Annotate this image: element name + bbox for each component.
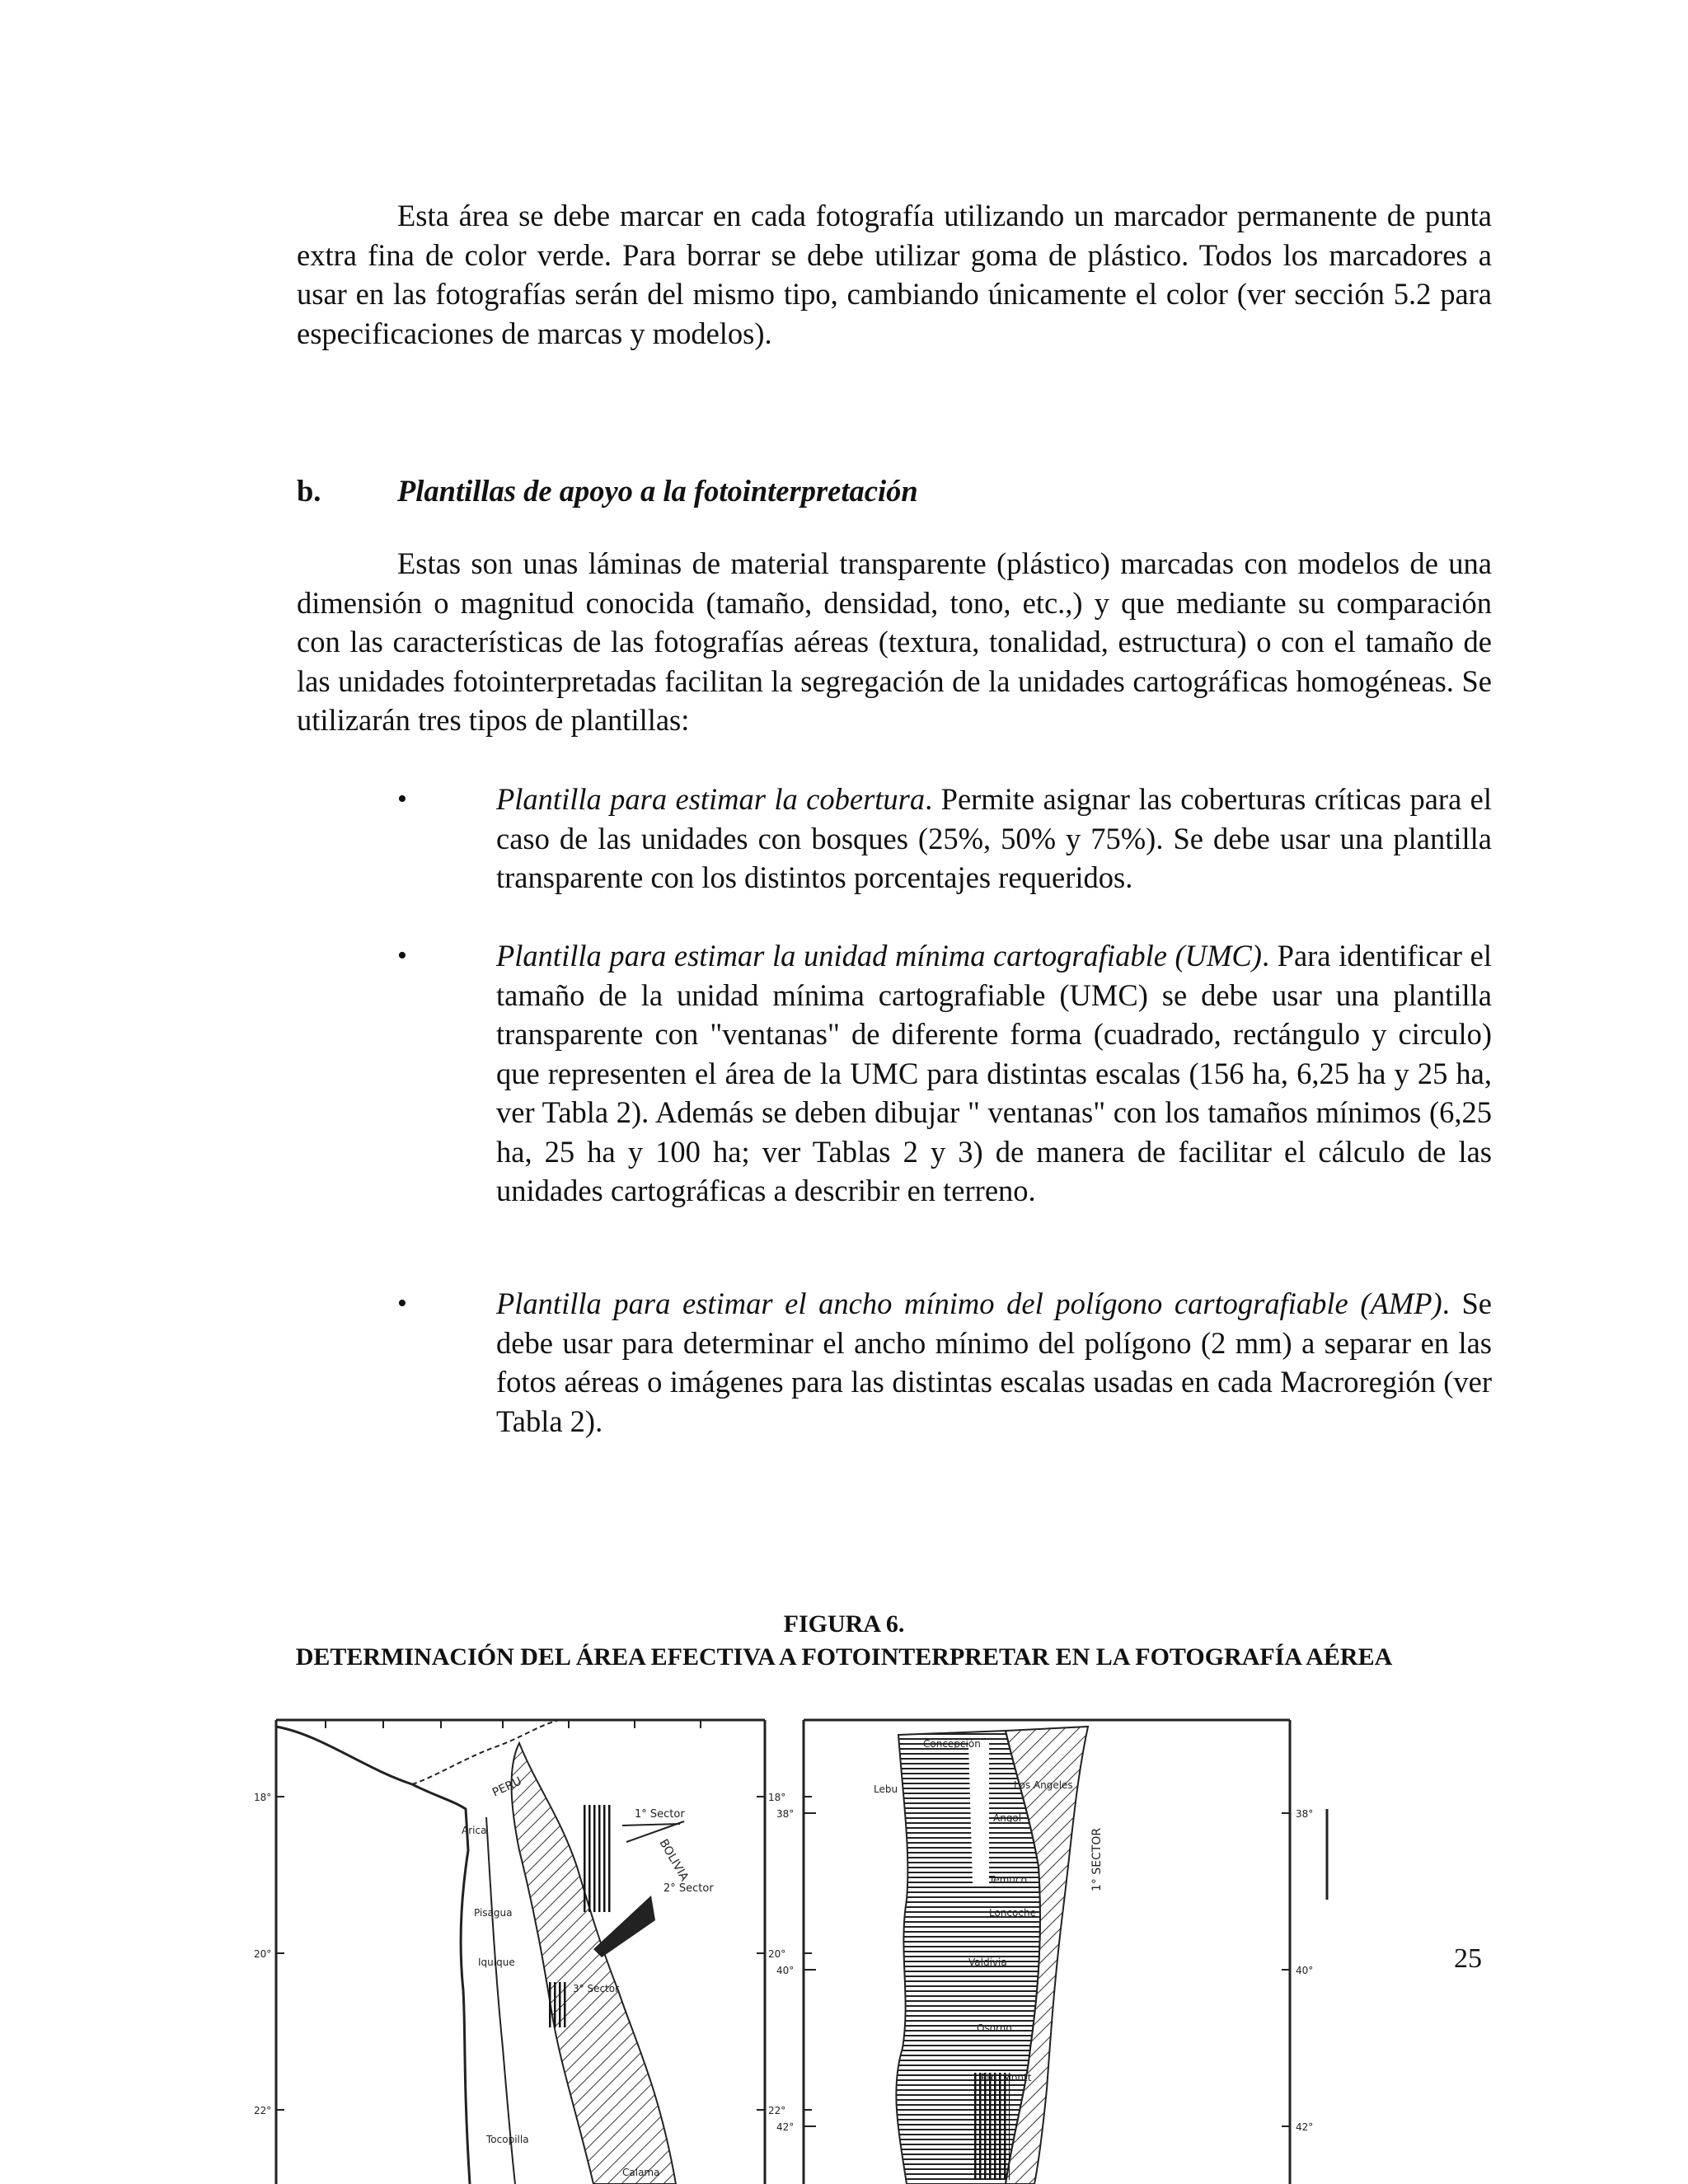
page-number: 25 xyxy=(1454,1943,1482,1974)
bullet-text-umc: . Para identificar el tamaño de la unidad mínima cartografiable (UMC) se debe usar una plantilla transparente con "ventanas" de diferente forma (cuadrado, rectángulo y circulo) que representen el área de la UMC para distintas escalas (156 ha, 6,25 ha y 25 ha, ver Tabla 2). Además se deben dibujar " ventanas" con los tamaños mínimos (6,25 ha, 25 ha y 100 ha; ver Tablas 2 y 3) de manera de facilitar el cálculo de las unidades cartográficas a describir en terreno. xyxy=(496,939,1493,1207)
lat-outer-20: 20° xyxy=(768,1948,786,1960)
town-concepcion: Concepción xyxy=(923,1738,981,1750)
map-south-drawing xyxy=(767,1718,1335,2184)
town-pisagua: Pisagua xyxy=(474,1907,513,1919)
lat-right-40: 40° xyxy=(1296,1965,1314,1976)
paragraph-marking: Esta área se debe marcar en cada fotografía utilizando un marcador permanente de punta extra fina de color verde. Para borrar se debe utilizar goma de plástico. Todos los marcadores a usar en las fotografías serán del mismo tipo, cambiando únicamente el color (ver sección 5.2 para especificaciones de marcas y modelos). xyxy=(297,199,1492,350)
bullet-symbol: • xyxy=(397,1288,407,1319)
section-b-title: Plantillas de apoyo a la fotointerpretación xyxy=(397,474,918,508)
lat-right-38: 38° xyxy=(1296,1808,1314,1820)
section-b-letter: b. xyxy=(297,474,321,508)
lat-outer-18: 18° xyxy=(768,1792,786,1803)
lat-inner-40: 40° xyxy=(776,1965,795,1976)
label-sector-2: 2° Sector xyxy=(663,1882,714,1895)
map-south xyxy=(767,1718,1335,2184)
bullet-symbol: • xyxy=(397,784,407,814)
lat-inner-42: 42° xyxy=(776,2121,795,2133)
bullet-text-amp: . Se debe usar para determinar el ancho mínimo del polígono (2 mm) a separar en las fotos aéreas o imágenes para las distintas escalas usadas en cada Macroregión (ver Tabla 2). xyxy=(496,1286,1492,1438)
map-north xyxy=(247,1718,775,2184)
figure-title: DETERMINACIÓN DEL ÁREA EFECTIVA A FOTOINTERPRETAR EN LA FOTOGRAFÍA AÉREA xyxy=(295,1643,1393,1671)
lat-right-42: 42° xyxy=(1296,2121,1314,2133)
label-bolivia: BOLIVIA xyxy=(656,1837,692,1884)
town-lebu: Lebu xyxy=(874,1783,898,1795)
town-calama: Calama xyxy=(622,2167,660,2178)
label-sector-1: 1° Sector xyxy=(635,1808,685,1821)
lat-20: 20° xyxy=(254,1948,272,1960)
label-sector: 1° SECTOR xyxy=(1090,1827,1104,1891)
figure-number: FIGURA 6. xyxy=(783,1610,905,1638)
bullet-lead-coverage: Plantilla para estimar la cobertura xyxy=(496,782,926,816)
lat-inner-38: 38° xyxy=(776,1808,795,1820)
town-tocopilla: Tocopilla xyxy=(486,2134,529,2145)
town-valdivia: Valdivia xyxy=(968,1957,1007,1968)
town-angol: Angol xyxy=(993,1812,1022,1824)
bullet-text-coverage: . Permite asignar las coberturas críticas para el caso de las unidades con bosques (25%, 50% y 75%). Se debe usar una plantilla transparente con los distintos porcentajes requeridos. xyxy=(496,782,1493,894)
bullet-item-amp xyxy=(397,1284,1492,1441)
town-arica: Arica xyxy=(462,1825,487,1836)
bullet-item-coverage xyxy=(397,780,1492,898)
town-los-angeles: Los Angeles xyxy=(1014,1779,1073,1791)
bullet-lead-umc: Plantilla para estimar la unidad mínima cartografiable (UMC) xyxy=(496,939,1262,972)
town-osorno: Osorno xyxy=(977,2022,1012,2034)
town-pto-montt: Pto. Montt xyxy=(981,2072,1032,2083)
bullet-symbol: • xyxy=(397,940,407,971)
lat-outer-22: 22° xyxy=(768,2105,786,2116)
section-b-heading xyxy=(297,471,918,510)
bullet-item-umc xyxy=(397,936,1492,1211)
label-sector-3: 3° Sector xyxy=(573,1983,620,1994)
lat-22: 22° xyxy=(254,2105,272,2116)
lat-18: 18° xyxy=(254,1792,272,1803)
map-north-drawing xyxy=(247,1718,775,2184)
town-iquique: Iquique xyxy=(478,1957,515,1968)
town-loncoche: Loncoche xyxy=(989,1907,1036,1919)
label-peru: PERU xyxy=(490,1774,524,1800)
town-temuco: Temuco xyxy=(989,1874,1027,1886)
paragraph-templates: Estas son unas láminas de material transparente (plástico) marcadas con modelos de una dimensión o magnitud conocida (tamaño, densidad, tono, etc.,) y que mediante su comparación con las características de las fotografías aéreas (textura, tonalidad, estructura) o con el tamaño de las unidades fotointerpretadas facilitan la segregación de la unidades cartográficas homogéneas. Se utilizarán tres tipos de plantillas: xyxy=(297,546,1492,737)
bullet-lead-amp: Plantilla para estimar el ancho mínimo del polígono cartografiable (AMP) xyxy=(496,1286,1442,1320)
